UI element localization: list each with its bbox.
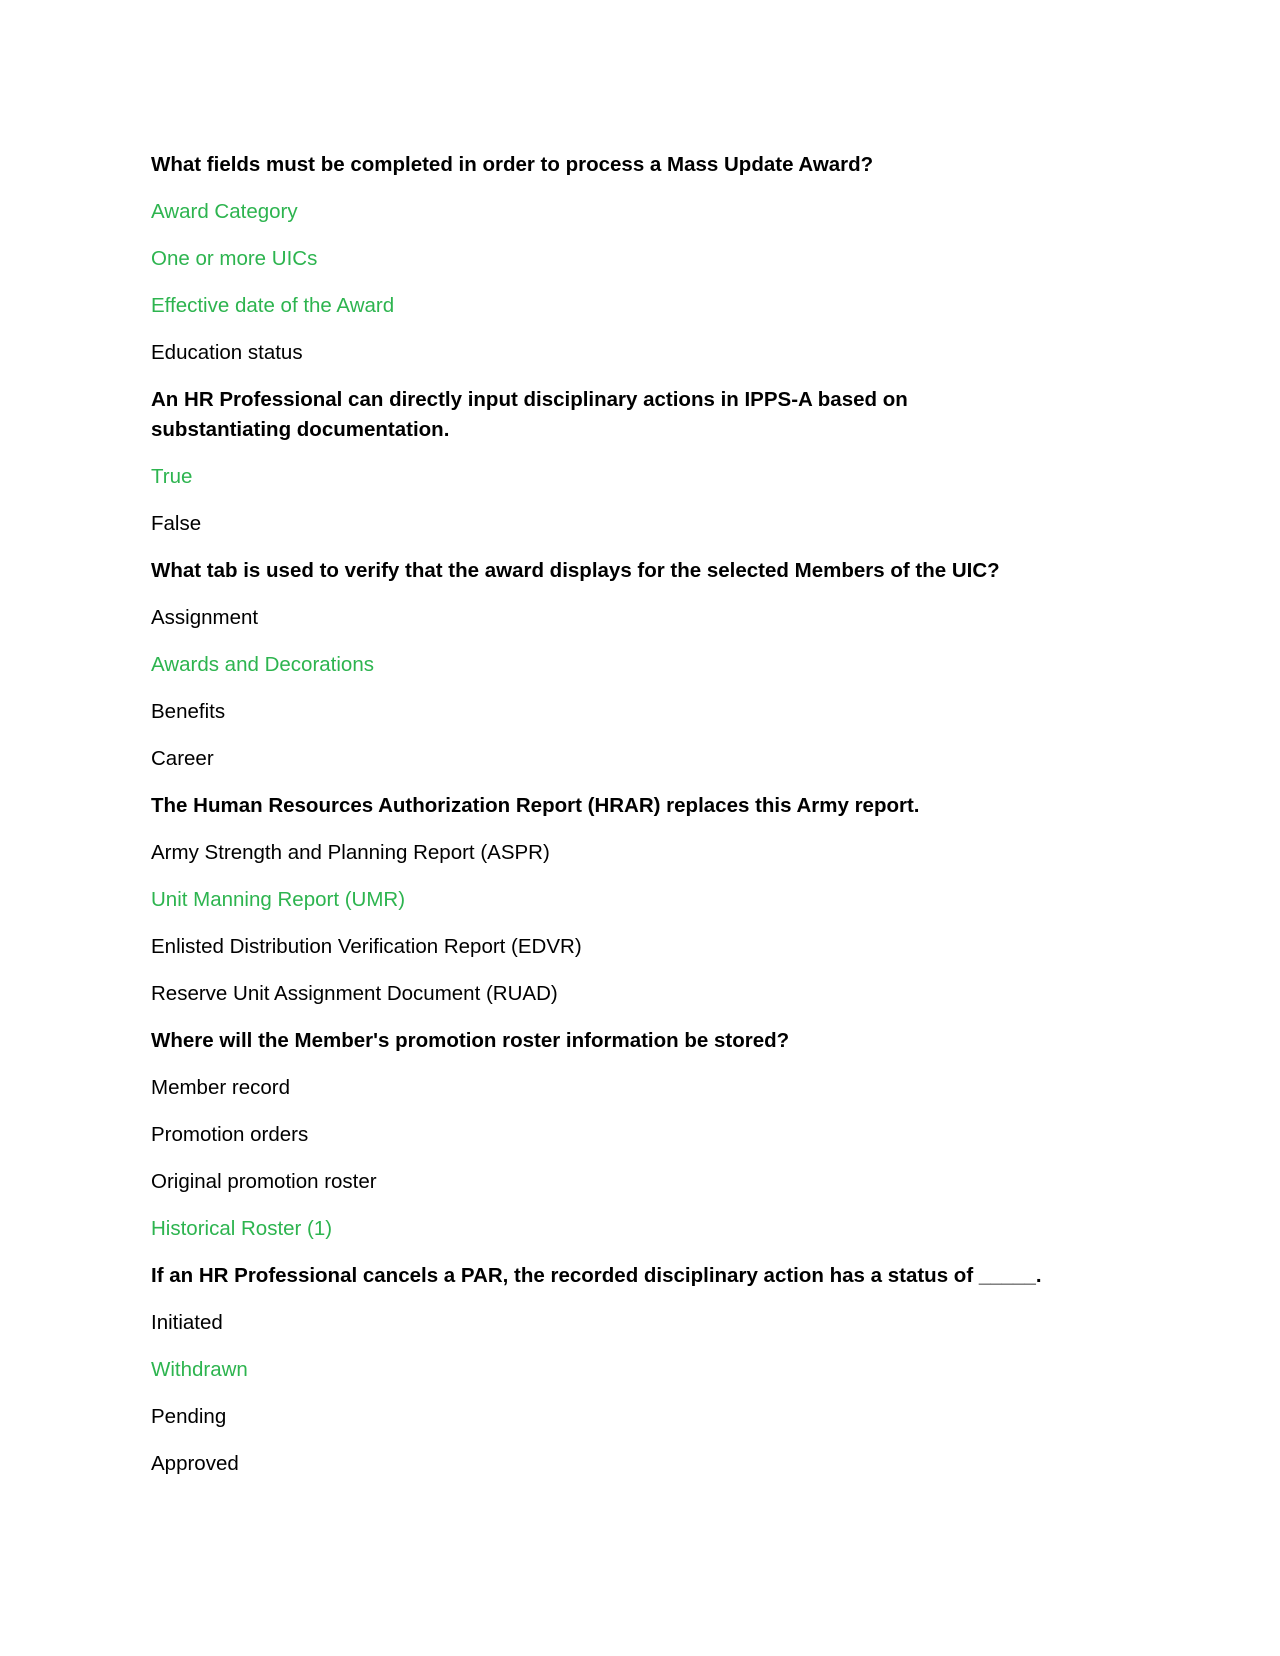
question-text: What fields must be completed in order to process a Mass Update Award? <box>151 153 874 176</box>
answer-option-correct: One or more UICs <box>151 247 318 270</box>
question-text: If an HR Professional cancels a PAR, the recorded disciplinary action has a status of _____. <box>151 1264 1042 1287</box>
answer-option: Benefits <box>151 700 226 723</box>
answer-option-correct: Effective date of the Award <box>151 294 395 317</box>
answer-option: Enlisted Distribution Verification Report (EDVR) <box>151 935 582 958</box>
answer-option-correct: Historical Roster (1) <box>151 1217 333 1240</box>
question-text: What tab is used to verify that the award displays for the selected Members of the UIC? <box>151 559 1000 582</box>
answer-option: Member record <box>151 1076 290 1099</box>
answer-option-correct: Awards and Decorations <box>151 653 374 676</box>
quiz-document <box>151 150 1051 1496</box>
answer-option: Assignment <box>151 606 259 629</box>
answer-option: False <box>151 512 202 535</box>
answer-option: Approved <box>151 1452 239 1475</box>
question-text: The Human Resources Authorization Report (HRAR) replaces this Army report. <box>151 794 920 817</box>
answer-option: Career <box>151 747 214 770</box>
answer-option: Army Strength and Planning Report (ASPR) <box>151 841 550 864</box>
answer-option-correct: Award Category <box>151 200 298 223</box>
answer-option: Pending <box>151 1405 227 1428</box>
answer-option-correct: Unit Manning Report (UMR) <box>151 888 406 911</box>
answer-option: Promotion orders <box>151 1123 309 1146</box>
answer-option-correct: True <box>151 465 193 488</box>
answer-option: Reserve Unit Assignment Document (RUAD) <box>151 982 558 1005</box>
answer-option: Original promotion roster <box>151 1170 377 1193</box>
question-text: Where will the Member's promotion roster information be stored? <box>151 1029 790 1052</box>
answer-option: Education status <box>151 341 303 364</box>
answer-option: Initiated <box>151 1311 223 1334</box>
answer-option-correct: Withdrawn <box>151 1358 248 1381</box>
question-text: An HR Professional can directly input disciplinary actions in IPPS-A based on substantiating documentation. <box>151 388 908 441</box>
